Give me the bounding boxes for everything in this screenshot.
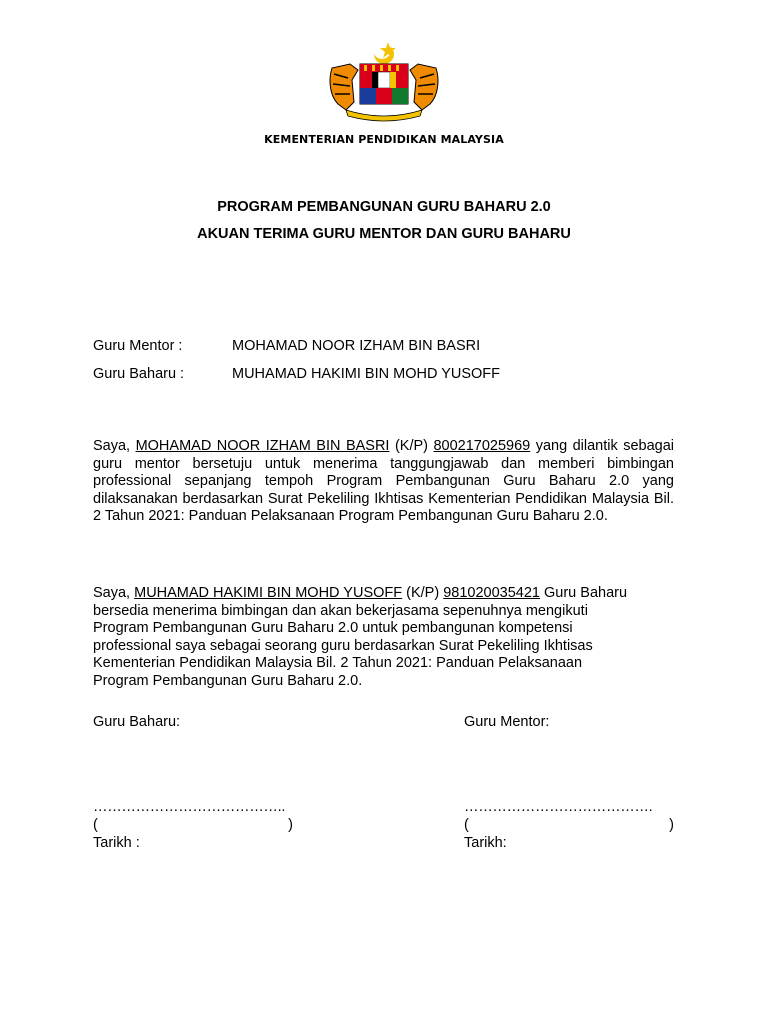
mentor-decl-prefix: Saya, (93, 438, 136, 454)
baharu-signature-line: ………………………………….. (93, 799, 286, 815)
baharu-label: Guru Baharu : (93, 366, 185, 382)
baharu-decl-line3: Program Pembangunan Guru Baharu 2.0 untuk pembangunan kompetensi (93, 620, 573, 637)
mentor-decl-kp: (K/P) (389, 438, 434, 454)
mentor-decl-ic: 800217025969 (433, 438, 531, 454)
document-subtitle: AKUAN TERIMA GURU MENTOR DAN GURU BAHARU (197, 226, 571, 242)
baharu-name: MUHAMAD HAKIMI BIN MOHD YUSOFF (232, 366, 500, 382)
bracket-close: ) (669, 817, 674, 833)
baharu-field (93, 366, 500, 382)
baharu-declaration (93, 585, 674, 691)
mentor-signature-line: …………………………………. (464, 799, 653, 815)
mentor-signature-heading: Guru Mentor: (464, 714, 550, 730)
mentor-name: MOHAMAD NOOR IZHAM BIN BASRI (232, 338, 481, 354)
document-title: PROGRAM PEMBANGUNAN GURU BAHARU 2.0 (217, 199, 551, 215)
baharu-decl-line1: Guru Baharu (539, 585, 628, 601)
baharu-decl-line5: Kementerian Pendidikan Malaysia Bil. 2 Tahun 2021: Panduan Pelaksanaan (93, 655, 583, 672)
mentor-decl-name: MOHAMAD NOOR IZHAM BIN BASRI (135, 438, 390, 454)
baharu-decl-line6: Program Pembangunan Guru Baharu 2.0. (93, 672, 363, 689)
baharu-decl-prefix: Saya, (93, 585, 135, 601)
baharu-decl-kp: (K/P) (402, 585, 444, 601)
bracket-open: ( (464, 817, 469, 833)
bracket-close: ) (288, 817, 293, 833)
mentor-declaration (93, 438, 674, 526)
malaysia-coat-of-arms-icon (324, 40, 444, 122)
baharu-date-label: Tarikh : (93, 835, 140, 851)
mentor-label: Guru Mentor : (93, 338, 183, 354)
ministry-name: KEMENTERIAN PENDIDIKAN MALAYSIA (264, 133, 504, 146)
mentor-decl-body: yang dilantik sebagai guru mentor bersetuju untuk menerima tanggungjawab dan memberi bimbingan professional sepanjang tempoh Program Pembangunan Guru Baharu 2.0 yang dilaksanakan berdasarkan Surat Pekeliling Ikhtisas Kementerian Pendidikan Malaysia Bil. 2 Tahun 2021: Panduan Pelaksanaan Program Pembangunan Guru Baharu 2.0. (93, 438, 674, 525)
baharu-decl-line2: bersedia menerima bimbingan dan akan bekerjasama sepenuhnya mengikuti (93, 602, 588, 619)
baharu-decl-line4: professional saya sebagai seorang guru berdasarkan Surat Pekeliling Ikhtisas (93, 637, 593, 654)
baharu-signature-heading: Guru Baharu: (93, 714, 181, 730)
mentor-date-label: Tarikh: (464, 835, 507, 851)
bracket-open: ( (93, 817, 98, 833)
mentor-field (93, 338, 480, 354)
baharu-decl-ic: 981020035421 (443, 585, 540, 601)
baharu-decl-name: MUHAMAD HAKIMI BIN MOHD YUSOFF (134, 585, 403, 601)
